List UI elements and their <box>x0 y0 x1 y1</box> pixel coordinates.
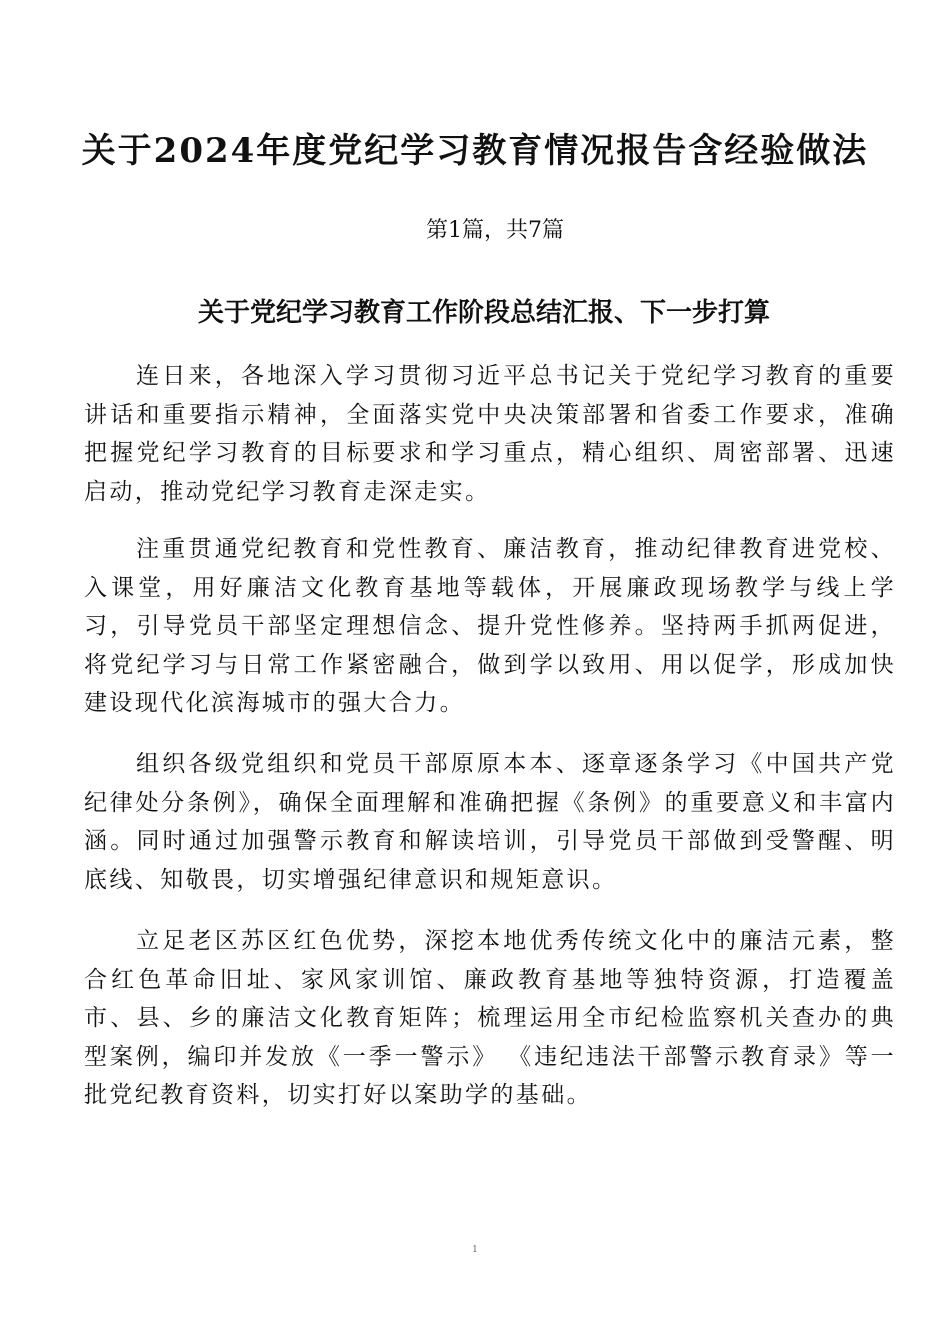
body-paragraph-4: 立足老区苏区红色优势，深挖本地优秀传统文化中的廉洁元素，整合红色革命旧址、家风家训馆、廉政教育基地等独特资源，打造覆盖市、县、乡的廉洁文化教育矩阵；梳理运用全市纪检监察机关查办的典型案例，编印并发放《一季一警示》 《违纪违法干部警示教育录》等一批党纪教育资料，切实打好以案助学的基础。 <box>84 928 896 1108</box>
section-title: 关于党纪学习教育工作阶段总结汇报、下一步打算 <box>198 298 771 328</box>
body-paragraph-1: 连日来，各地深入学习贯彻习近平总书记关于党纪学习教育的重要讲话和重要指示精神，全面落实党中央决策部署和省委工作要求，准确把握党纪学习教育的目标要求和学习重点，精心组织、周密部署、迅速启动，推动党纪学习教育走深走实。 <box>84 363 896 505</box>
body-paragraph-2: 注重贯通党纪教育和党性教育、廉洁教育，推动纪律教育进党校、入课堂，用好廉洁文化教育基地等载体，开展廉政现场教学与线上学习，引导党员干部坚定理想信念、提升党性修养。坚持两手抓两促进，将党纪学习与日常工作紧密融合，做到学以致用、用以促学，形成加快建设现代化滨海城市的强大合力。 <box>84 536 896 716</box>
body-paragraph-3: 组织各级党组织和党员干部原原本本、逐章逐条学习《中国共产党纪律处分条例》，确保全面理解和准确把握《条例》的重要意义和丰富内涵。同时通过加强警示教育和解读培训，引导党员干部做到受警醒、明底线、知敬畏，切实增强纪律意识和规矩意识。 <box>84 751 896 893</box>
document-title: 关于2024年度党纪学习教育情况报告含经验做法 <box>81 131 869 171</box>
part-label: 第1篇，共7篇 <box>426 218 564 243</box>
page-number: 1 <box>472 1245 478 1255</box>
